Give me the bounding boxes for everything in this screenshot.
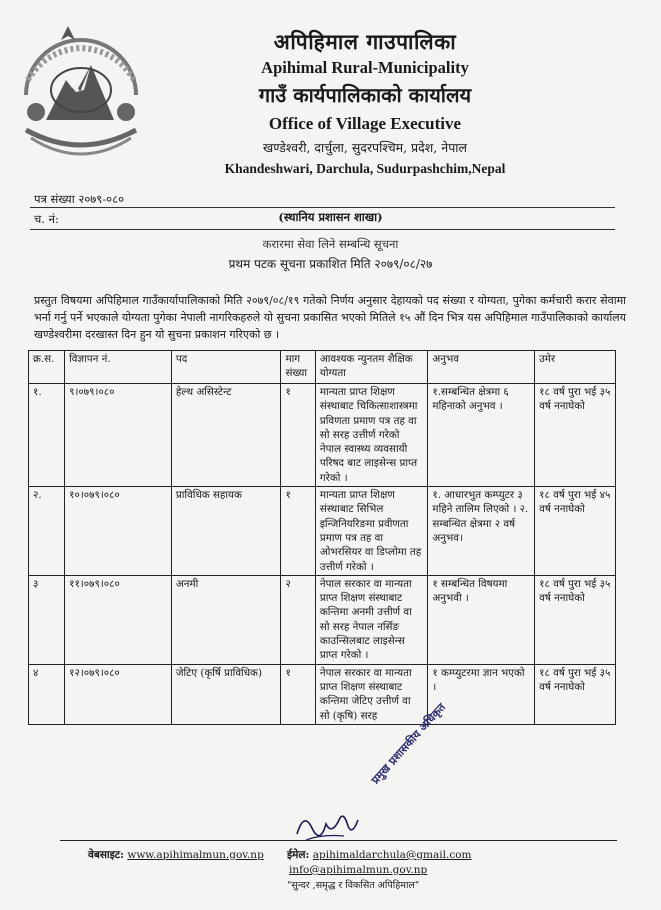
row-age: १८ वर्ष पुरा भई ३५ वर्ष ननाघेको <box>535 664 616 724</box>
table-header-row <box>29 351 616 384</box>
row-qualification: नेपाल सरकार वा मान्यता प्राप्त शिक्षण संस्थाबाट कन्तिमा अनमी उत्तीर्ण वा सो सरह नेपाल नर्सिङ काउन्सिलबाट लाइसेन्स प्राप्त गरेको । <box>315 575 428 664</box>
row-serial: ३ <box>29 575 65 664</box>
email-link-primary[interactable]: apihimaldarchula@gmail.com <box>312 849 472 861</box>
row-serial: ४ <box>29 664 65 724</box>
row-qualification: मान्यता प्राप्त शिक्षण संस्थाबाट चिकित्साशास्त्रमा प्रविणता प्रमाण पत्र तह वा सो सरह उत्तीर्ण गरेको नेपाल स्वास्थ्य व्यवसायी परिषद बाट लाइसेन्स प्राप्त गरेको । <box>315 384 428 487</box>
website-link[interactable]: www.apihimalmun.gov.np <box>127 849 264 861</box>
col-serial: क्र.स. <box>29 351 65 384</box>
municipality-name-np: अपिहिमाल गाउपालिका <box>273 29 457 54</box>
row-ad-number: ११।०७९।०८० <box>65 575 172 664</box>
notice-subject: करारमा सेवा लिने सम्बन्धि सूचना <box>262 237 399 251</box>
letter-number: पत्र संख्या २०७९-०८० <box>34 192 125 206</box>
col-post: पद <box>171 351 281 384</box>
municipality-slogan: "सुन्दर ,समृद्ध र विकसित अपिहिमाल" <box>287 880 420 891</box>
row-ad-number: १०।०७९।०८० <box>65 487 172 576</box>
row-post: प्राविधिक सहायक <box>171 487 281 576</box>
website-label: वेबसाइट: <box>88 849 124 861</box>
row-serial: २. <box>29 487 65 576</box>
col-experience: अनुभव <box>428 351 535 384</box>
col-qualification: आवश्यक न्युनतम शैक्षिक योग्यता <box>315 351 428 384</box>
footer-website <box>88 848 264 862</box>
branch-name: (स्थानिय प्रशासन शाखा) <box>278 210 383 224</box>
email-label: ईमेल: <box>287 849 310 861</box>
row-post: अनमी <box>171 575 281 664</box>
header-divider <box>30 207 615 208</box>
vacancy-table <box>28 350 616 725</box>
row-count: १ <box>281 664 315 724</box>
col-age: उमेर <box>535 351 616 384</box>
address-en: Khandeshwari, Darchula, Sudurpashchim,Nepal <box>224 161 506 176</box>
footer-divider <box>60 840 617 841</box>
row-age: १८ वर्ष पुरा भई ३५ वर्ष ननाघेको <box>535 384 616 487</box>
table-row <box>29 384 616 487</box>
official-stamp: प्रमुख प्रशासकीय अधिकृत <box>368 700 449 787</box>
row-qualification: नेपाल सरकार वा मान्यता प्राप्त शिक्षण संस्थाबाट कन्तिमा जेटिए उत्तीर्ण वा सो (कृषि) सरह <box>315 664 428 724</box>
row-age: १८ वर्ष पुरा भई ४५ वर्ष ननाघेको <box>535 487 616 576</box>
row-experience: १ सम्बन्धित विषयमा अनुभवी । <box>428 575 535 664</box>
nepal-emblem-logo <box>6 20 156 170</box>
row-post: हेल्थ असिस्टेन्ट <box>171 384 281 487</box>
address-np: खण्डेश्वरी, दार्चुला, सुदरपश्चिम, प्रदेश, नेपाल <box>262 140 468 155</box>
footer-contact <box>287 848 472 893</box>
col-ad-number: विज्ञापन नं. <box>65 351 172 384</box>
row-count: १ <box>281 487 315 576</box>
row-ad-number: १२।०७९।०८० <box>65 664 172 724</box>
col-count: माग संख्या <box>281 351 315 384</box>
row-ad-number: ९।०७९।०८० <box>65 384 172 487</box>
row-post: जेटिए (कृर्षि प्राविधिक) <box>171 664 281 724</box>
office-name-en: Office of Village Executive <box>268 114 462 133</box>
table-row <box>29 487 616 576</box>
table-row <box>29 664 616 724</box>
row-experience: १.सम्बन्धित क्षेत्रमा ६ महिनाको अनुभव । <box>428 384 535 487</box>
row-age: १८ वर्ष पुरा भई ३५ वर्ष ननाघेको <box>535 575 616 664</box>
email-link-info[interactable]: info@apihimalmun.gov.np <box>289 864 428 876</box>
dispatch-number: च. नं: <box>34 212 59 226</box>
notice-body: प्रस्तुत विषयमा अपिहिमाल गाउँकार्यापालिकाको मिति २०७९/०८/१९ गतेको निर्णय अनुसार देहायको पद संख्या र योग्यता, पुगेका कर्मचारी करार सेवामा भर्ना गर्नु पर्ने भएकाले योग्यता पुगेका नेपाली नागरिकहरुले यो सुचना प्रकासित भएको मितिले १५ औं दिन भित्र यस अपिहिमाल गाउँपालिकाको कार्यालय खण्डेश्वरीमा दरखास्त दिन हुन यो सुचना प्रकाशन गरिएको छ । <box>34 294 627 341</box>
publication-date: प्रथम पटक सूचना प्रकाशित मिति २०७९/०८/२७ <box>228 257 433 271</box>
letterhead <box>150 28 580 180</box>
row-count: २ <box>281 575 315 664</box>
municipality-name-en: Apihimal Rural-Municipality <box>261 58 469 77</box>
row-count: १ <box>281 384 315 487</box>
table-row <box>29 575 616 664</box>
office-name-np: गाउँ कार्यपालिकाको कार्यालय <box>258 83 472 107</box>
branch-divider <box>30 229 615 230</box>
row-experience: १ कम्प्युटरमा ज्ञान भएको । <box>428 664 535 724</box>
row-qualification: मान्यता प्राप्त शिक्षण संस्थाबाट सिभिल इन्जिनियरिङमा प्रवीणता प्रमाण पत्र तह वा ओभरसियर वा डिप्लोमा तह उत्तीर्ण गरेको । <box>315 487 428 576</box>
row-serial: १. <box>29 384 65 487</box>
row-experience: १. आधारभुत कम्प्युटर ३ महिने तालिम लिएको । २. सम्बन्धित क्षेत्रमा २ वर्ष अनुभव। <box>428 487 535 576</box>
